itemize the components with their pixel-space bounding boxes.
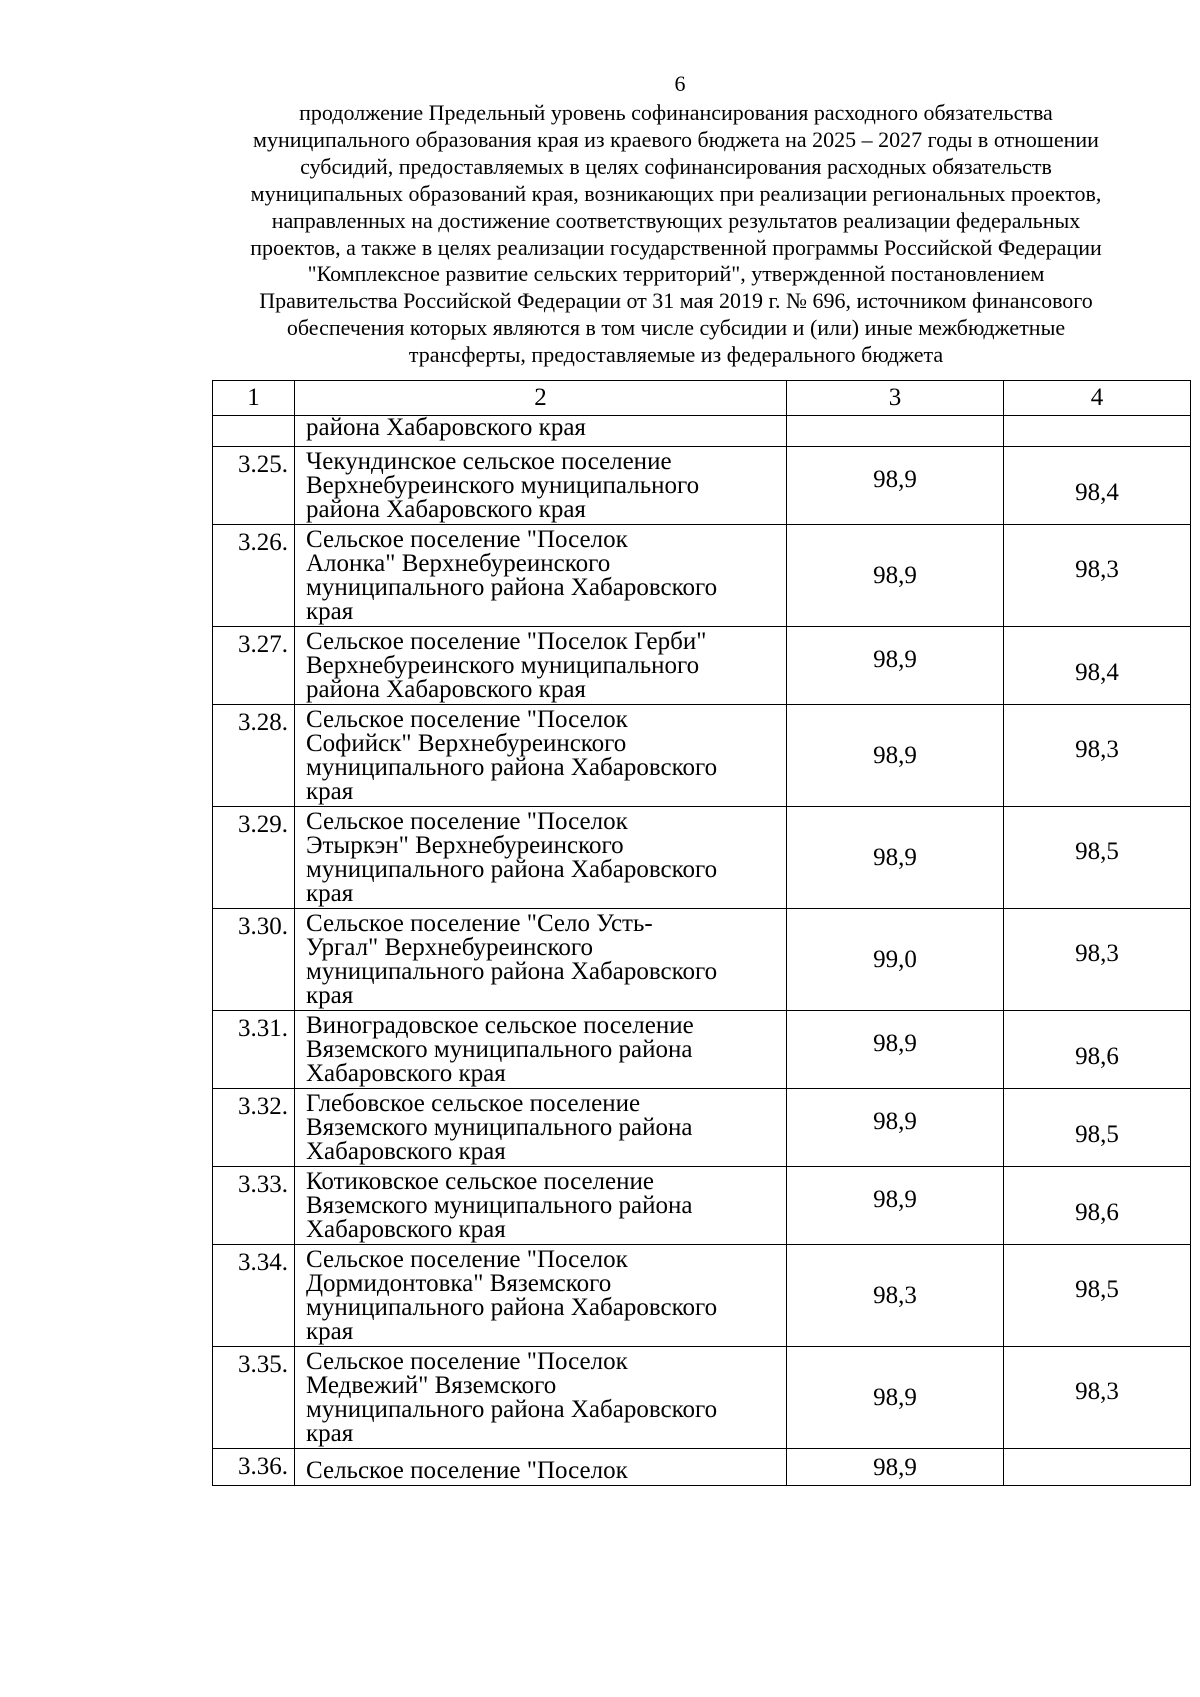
row-value-4: 98,6: [1004, 1167, 1191, 1245]
name-line: Виноградовское сельское поселение: [306, 1012, 694, 1039]
row-value-3: 98,9: [787, 447, 1004, 525]
name-line: Сельское поселение "Поселок: [306, 1348, 628, 1375]
table-row: [213, 705, 1191, 807]
page-number: 6: [674, 71, 686, 96]
name-line: Ургал" Верхнебуреинского: [306, 934, 593, 961]
row-value-4: 98,6: [1004, 1011, 1191, 1089]
name-line: Вяземского муниципального района: [306, 1036, 693, 1063]
name-line: края: [306, 1318, 354, 1345]
table-row: [213, 525, 1191, 627]
name-line: Этыркэн" Верхнебуреинского: [306, 832, 624, 859]
name-line: Вяземского муниципального района: [306, 1114, 693, 1141]
name-line: края: [306, 598, 354, 625]
name-line: муниципального района Хабаровского: [306, 1294, 718, 1321]
row-number: 3.28.: [213, 705, 295, 807]
name-line: Верхнебуреинского муниципального: [306, 652, 700, 679]
table-body: [213, 416, 1191, 1486]
row-value-4: 98,4: [1004, 447, 1191, 525]
row-name: [295, 525, 787, 627]
row-value-3: 98,9: [787, 807, 1004, 909]
row-value-3: 99,0: [787, 909, 1004, 1011]
row-name: [295, 909, 787, 1011]
name-line: Софийск" Верхнебуреинского: [306, 730, 627, 757]
cofinancing-table: [212, 380, 1191, 1486]
row-value-4: 98,3: [1004, 1347, 1191, 1449]
name-line: Сельское поселение "Поселок: [306, 1246, 628, 1273]
row-name: [295, 1167, 787, 1245]
row-name: [295, 447, 787, 525]
table-row-continuation: [213, 416, 1191, 447]
table-row: [213, 1347, 1191, 1449]
row-value-4: [1004, 416, 1191, 447]
name-line: Хабаровского края: [306, 1138, 506, 1165]
name-line: края: [306, 778, 354, 805]
column-header-3: 3: [787, 381, 1004, 416]
title-line: муниципальных образований края, возникающих при реализации региональных проектов,: [250, 180, 1102, 206]
title-line: трансферты, предоставляемые из федерального бюджета: [408, 342, 944, 368]
row-name: [295, 1347, 787, 1449]
row-name: [295, 1449, 787, 1486]
title-line: обеспечения которых являются в том числе субсидии и (или) иные межбюджетные: [286, 315, 1066, 341]
name-line: края: [306, 982, 354, 1009]
row-value-3: 98,9: [787, 1089, 1004, 1167]
row-number: 3.25.: [213, 447, 295, 525]
row-name: [295, 627, 787, 705]
name-line: муниципального района Хабаровского: [306, 754, 718, 781]
row-value-4: 98,5: [1004, 1089, 1191, 1167]
table-row: [213, 447, 1191, 525]
name-line: Верхнебуреинского муниципального: [306, 472, 700, 499]
row-number: [213, 416, 295, 447]
row-name: [295, 705, 787, 807]
name-line: Медвежий" Вяземского: [306, 1372, 557, 1399]
row-value-4: 98,5: [1004, 807, 1191, 909]
row-value-4: 98,5: [1004, 1245, 1191, 1347]
row-value-4: 98,3: [1004, 525, 1191, 627]
row-name: [295, 1089, 787, 1167]
row-number: 3.32.: [213, 1089, 295, 1167]
row-number: 3.30.: [213, 909, 295, 1011]
name-line: Сельское поселение "Село Усть-: [306, 910, 653, 937]
title-line: муниципального образования края из краевого бюджета на 2025 – 2027 годы в отношении: [253, 126, 1099, 152]
name-line: Алонка" Верхнебуреинского: [306, 550, 611, 577]
name-line: Сельское поселение "Поселок: [306, 526, 628, 553]
row-value-3: 98,9: [787, 1449, 1004, 1486]
name-line: муниципального района Хабаровского: [306, 574, 718, 601]
name-line: Дормидонтовка" Вяземского: [306, 1270, 612, 1297]
row-value-3: 98,3: [787, 1245, 1004, 1347]
row-value-3: 98,9: [787, 627, 1004, 705]
name-line: Хабаровского края: [306, 1216, 506, 1243]
column-header-2: 2: [295, 381, 787, 416]
row-name: [295, 807, 787, 909]
row-value-4: 98,4: [1004, 627, 1191, 705]
table-row: [213, 807, 1191, 909]
row-name: [295, 1245, 787, 1347]
name-line: муниципального района Хабаровского: [306, 958, 718, 985]
name-line: Сельское поселение "Поселок: [306, 1457, 628, 1484]
title-line: направленных на достижение соответствующих результатов реализации федеральных: [271, 207, 1081, 233]
row-number: 3.33.: [213, 1167, 295, 1245]
column-header-4: 4: [1004, 381, 1191, 416]
table-row: [213, 1089, 1191, 1167]
name-line: муниципального района Хабаровского: [306, 1396, 718, 1423]
row-value-4: 98,3: [1004, 705, 1191, 807]
row-number: 3.35.: [213, 1347, 295, 1449]
document-title: [196, 100, 1156, 369]
row-value-3: 98,9: [787, 525, 1004, 627]
row-value-4: 98,3: [1004, 909, 1191, 1011]
header-row: [213, 381, 1191, 416]
row-number: 3.26.: [213, 525, 295, 627]
row-number: 3.34.: [213, 1245, 295, 1347]
title-line: "Комплексное развитие сельских территорий", утвержденной постановлением: [307, 261, 1045, 287]
row-name: района Хабаровского края: [295, 416, 787, 447]
table-row: [213, 1449, 1191, 1486]
row-number: 3.27.: [213, 627, 295, 705]
name-line: Сельское поселение "Поселок Герби": [306, 628, 707, 655]
title-line: проектов, а также в целях реализации государственной программы Российской Федерации: [250, 234, 1102, 260]
column-header-1: 1: [213, 381, 295, 416]
name-line: муниципального района Хабаровского: [306, 856, 718, 883]
name-line: Сельское поселение "Поселок: [306, 706, 628, 733]
name-line: Сельское поселение "Поселок: [306, 808, 628, 835]
name-line: Хабаровского края: [306, 1060, 506, 1087]
row-value-3: [787, 416, 1004, 447]
name-line: района Хабаровского края: [306, 496, 586, 523]
name-line: края: [306, 880, 354, 907]
row-value-4: [1004, 1449, 1191, 1486]
table-row: [213, 1245, 1191, 1347]
row-value-3: 98,9: [787, 705, 1004, 807]
name-line: Котиковское сельское поселение: [306, 1168, 654, 1195]
name-line: края: [306, 1420, 354, 1447]
row-number: 3.36.: [213, 1449, 295, 1486]
name-line: Чекундинское сельское поселение: [306, 448, 672, 475]
row-value-3: 98,9: [787, 1011, 1004, 1089]
title-line: субсидий, предоставляемых в целях софинансирования расходных обязательств: [300, 153, 1052, 179]
row-name: [295, 1011, 787, 1089]
row-value-3: 98,9: [787, 1167, 1004, 1245]
row-number: 3.31.: [213, 1011, 295, 1089]
row-number: 3.29.: [213, 807, 295, 909]
name-line: Вяземского муниципального района: [306, 1192, 693, 1219]
table-row: [213, 909, 1191, 1011]
row-value-3: 98,9: [787, 1347, 1004, 1449]
table-row: [213, 1011, 1191, 1089]
table-header: [213, 381, 1191, 416]
table-row: [213, 1167, 1191, 1245]
table-row: [213, 627, 1191, 705]
title-line: продолжение Предельный уровень софинансирования расходного обязательства: [299, 100, 1053, 125]
name-line: Глебовское сельское поселение: [306, 1090, 641, 1117]
title-line: Правительства Российской Федерации от 31 мая 2019 г. № 696, источником финансового: [259, 288, 1093, 314]
name-line: района Хабаровского края: [306, 676, 586, 703]
